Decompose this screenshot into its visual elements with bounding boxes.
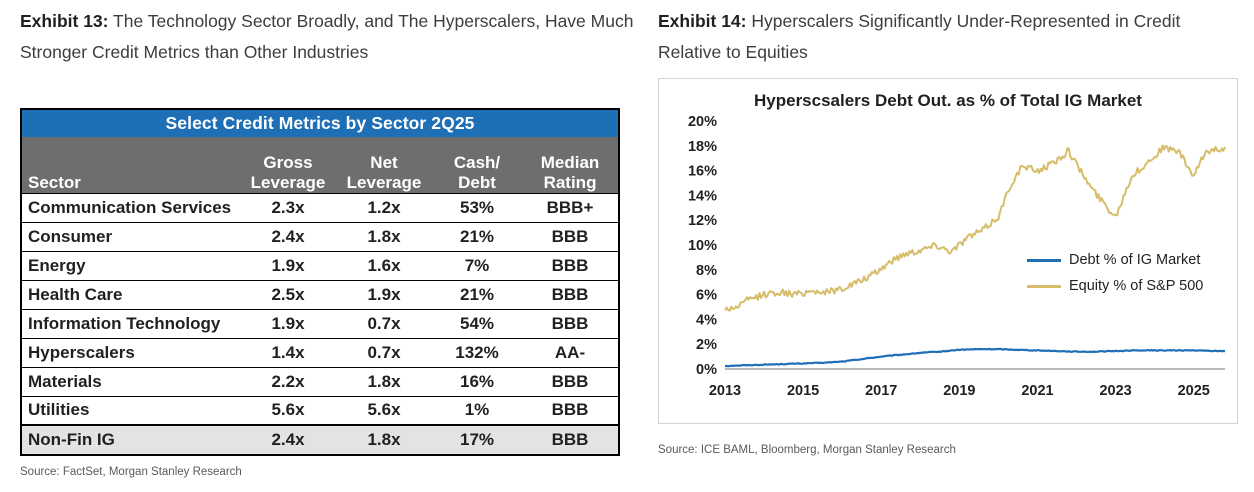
exhibit-13-panel bbox=[20, 0, 636, 492]
chart-title: Hyperscsalers Debt Out. as % of Total IG Market bbox=[754, 91, 1142, 110]
cell-cash-debt: 16% bbox=[432, 367, 522, 396]
legend-item bbox=[1027, 247, 1203, 273]
cell-gross-leverage: 5.6x bbox=[240, 396, 336, 425]
column-header-median-rating-line1: Median bbox=[540, 152, 600, 172]
x-axis-tick-label: 2017 bbox=[865, 383, 898, 399]
exhibit-14-panel bbox=[658, 0, 1238, 492]
y-axis-tick-label: 14% bbox=[687, 188, 717, 205]
column-header-cash-debt bbox=[432, 137, 522, 193]
cell-median-rating: BBB bbox=[522, 425, 618, 454]
cell-sector: Materials bbox=[22, 367, 240, 396]
y-axis-tick-label: 20% bbox=[687, 114, 717, 130]
legend-label: Equity % of S&P 500 bbox=[1069, 278, 1204, 294]
cell-median-rating: BBB bbox=[522, 251, 618, 280]
cell-net-leverage: 0.7x bbox=[336, 338, 432, 367]
table-row bbox=[22, 425, 618, 454]
cell-sector: Utilities bbox=[22, 396, 240, 425]
legend-label: Debt % of IG Market bbox=[1069, 252, 1201, 268]
exhibit-14-description: Hyperscalers Significantly Under-Represented in Credit Relative to Equities bbox=[658, 11, 1181, 62]
y-axis-tick-label: 18% bbox=[687, 138, 717, 155]
column-header-median-rating-line2: Rating bbox=[543, 172, 597, 192]
cell-cash-debt: 132% bbox=[432, 338, 522, 367]
cell-sector: Non-Fin IG bbox=[22, 425, 240, 454]
column-header-net-leverage-line1: Net bbox=[370, 152, 398, 172]
cell-median-rating: AA- bbox=[522, 338, 618, 367]
exhibit-13-title bbox=[20, 0, 636, 68]
cell-median-rating: BBB bbox=[522, 222, 618, 251]
chart-legend bbox=[1027, 247, 1203, 299]
cell-median-rating: BBB bbox=[522, 309, 618, 338]
source-note-left: Source: FactSet, Morgan Stanley Research bbox=[20, 466, 242, 478]
column-header-sector: Sector bbox=[22, 137, 240, 193]
chart-series-line bbox=[725, 349, 1225, 366]
cell-sector: Health Care bbox=[22, 280, 240, 309]
cell-sector: Information Technology bbox=[22, 309, 240, 338]
table-row bbox=[22, 251, 618, 280]
cell-net-leverage: 1.8x bbox=[336, 425, 432, 454]
cell-median-rating: BBB bbox=[522, 280, 618, 309]
column-header-gross-leverage-line1: Gross bbox=[263, 152, 313, 172]
y-axis-tick-label: 10% bbox=[687, 238, 717, 254]
cell-sector: Energy bbox=[22, 251, 240, 280]
exhibit-13-label: Exhibit 13: bbox=[20, 11, 109, 31]
cell-cash-debt: 21% bbox=[432, 280, 522, 309]
table-row bbox=[22, 309, 618, 338]
cell-net-leverage: 1.6x bbox=[336, 251, 432, 280]
cell-cash-debt: 1% bbox=[432, 396, 522, 425]
exhibit-14-title bbox=[658, 0, 1238, 68]
table-row bbox=[22, 222, 618, 251]
cell-median-rating: BBB+ bbox=[522, 193, 618, 222]
cell-gross-leverage: 2.2x bbox=[240, 367, 336, 396]
column-header-gross-leverage bbox=[240, 137, 336, 193]
cell-net-leverage: 1.9x bbox=[336, 280, 432, 309]
column-header-gross-leverage-line2: Leverage bbox=[250, 172, 326, 192]
y-axis-tick-label: 0% bbox=[696, 362, 717, 378]
cell-gross-leverage: 2.4x bbox=[240, 222, 336, 251]
table-body bbox=[22, 193, 618, 454]
x-axis-tick-label: 2021 bbox=[1021, 383, 1054, 399]
cell-net-leverage: 1.8x bbox=[336, 222, 432, 251]
x-axis-tick-label: 2013 bbox=[708, 383, 742, 399]
cell-sector: Consumer bbox=[22, 222, 240, 251]
table-title: Select Credit Metrics by Sector 2Q25 bbox=[22, 110, 618, 137]
cell-cash-debt: 17% bbox=[432, 425, 522, 454]
y-axis-tick-label: 6% bbox=[696, 287, 717, 304]
cell-gross-leverage: 2.3x bbox=[240, 193, 336, 222]
cell-sector: Hyperscalers bbox=[22, 338, 240, 367]
cell-net-leverage: 1.8x bbox=[336, 367, 432, 396]
cell-gross-leverage: 1.4x bbox=[240, 338, 336, 367]
source-note-right: Source: ICE BAML, Bloomberg, Morgan Stanley Research bbox=[658, 444, 956, 456]
column-header-median-rating bbox=[522, 137, 618, 193]
cell-net-leverage: 5.6x bbox=[336, 396, 432, 425]
exhibit-13-description: The Technology Sector Broadly, and The Hyperscalers, Have Much Stronger Credit Metrics than Other Industries bbox=[20, 11, 634, 62]
column-header-cash-debt-line2: Debt bbox=[458, 172, 496, 192]
column-header-net-leverage bbox=[336, 137, 432, 193]
cell-median-rating: BBB bbox=[522, 367, 618, 396]
cell-net-leverage: 0.7x bbox=[336, 309, 432, 338]
legend-swatch bbox=[1027, 259, 1061, 262]
y-axis-tick-label: 4% bbox=[696, 312, 717, 329]
table-row bbox=[22, 193, 618, 222]
cell-cash-debt: 54% bbox=[432, 309, 522, 338]
cell-cash-debt: 53% bbox=[432, 193, 522, 222]
cell-sector: Communication Services bbox=[22, 193, 240, 222]
x-axis-tick-label: 2015 bbox=[786, 383, 820, 399]
table-header-row bbox=[22, 137, 618, 193]
x-axis-tick-label: 2023 bbox=[1099, 383, 1132, 399]
cell-gross-leverage: 2.4x bbox=[240, 425, 336, 454]
legend-swatch bbox=[1027, 285, 1061, 288]
y-axis-tick-label: 12% bbox=[687, 213, 717, 230]
x-axis-tick-label: 2025 bbox=[1177, 383, 1210, 399]
x-axis-tick-label: 2019 bbox=[943, 383, 976, 399]
table-row bbox=[22, 396, 618, 425]
y-axis-tick-label: 2% bbox=[696, 337, 717, 354]
cell-gross-leverage: 1.9x bbox=[240, 251, 336, 280]
cell-cash-debt: 21% bbox=[432, 222, 522, 251]
y-axis-tick-label: 8% bbox=[696, 262, 717, 279]
cell-net-leverage: 1.2x bbox=[336, 193, 432, 222]
y-axis-tick-label: 16% bbox=[687, 163, 717, 180]
cell-gross-leverage: 1.9x bbox=[240, 309, 336, 338]
exhibit-14-label: Exhibit 14: bbox=[658, 11, 747, 31]
legend-item bbox=[1027, 273, 1203, 299]
cell-gross-leverage: 2.5x bbox=[240, 280, 336, 309]
credit-metrics-table bbox=[20, 108, 620, 456]
table-row bbox=[22, 338, 618, 367]
column-header-cash-debt-line1: Cash/ bbox=[453, 152, 501, 172]
cell-cash-debt: 7% bbox=[432, 251, 522, 280]
column-header-net-leverage-line2: Leverage bbox=[346, 172, 422, 192]
hyperscalers-chart bbox=[658, 78, 1238, 424]
table-row bbox=[22, 280, 618, 309]
table-row bbox=[22, 367, 618, 396]
cell-median-rating: BBB bbox=[522, 396, 618, 425]
